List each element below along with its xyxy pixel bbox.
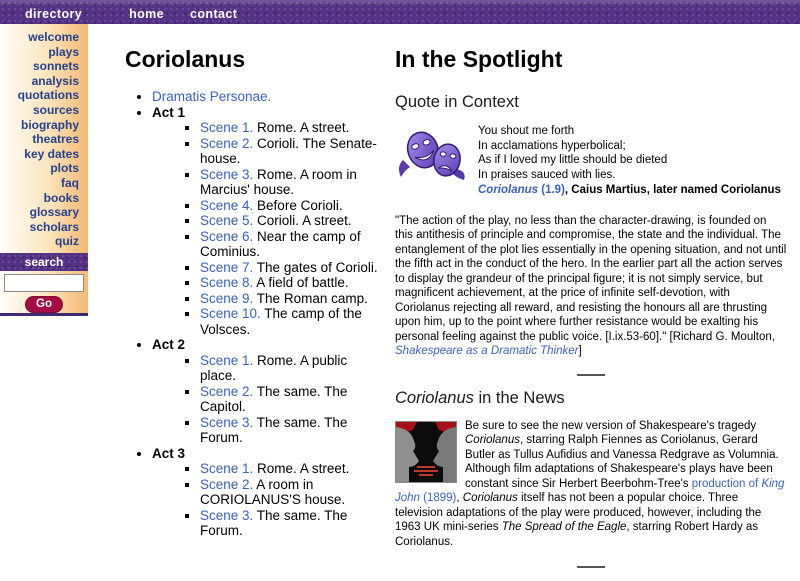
scene-link[interactable]: Scene 2. [200, 135, 254, 151]
scene-item [200, 167, 380, 198]
quote-block [395, 124, 787, 198]
sidebar-item-plays[interactable]: plays [48, 44, 79, 59]
act-label: Act 2 [152, 337, 186, 352]
text-segment: , starring Robert Hardy as Coriolanus. [395, 521, 759, 548]
scene-list [152, 120, 380, 337]
scene-link[interactable]: Scene 3. [200, 507, 254, 523]
sidebar-item-analysis[interactable]: analysis [31, 73, 79, 88]
scene-item [200, 120, 380, 136]
quote-line: In acclamations hyperbolical; [478, 139, 626, 152]
scene-desc: Corioli. A street. [253, 213, 352, 228]
scene-desc: A room in CORIOLANUS'S house. [200, 476, 346, 507]
scene-item [200, 136, 380, 167]
scene-desc: A field of battle. [253, 275, 349, 290]
scene-list [152, 461, 380, 539]
scene-item [200, 353, 380, 384]
act-item [152, 337, 380, 446]
sidebar-item-glossary[interactable]: glossary [29, 205, 79, 220]
scene-item [200, 260, 380, 276]
play-title: Coriolanus [125, 46, 246, 72]
act-item [152, 446, 380, 539]
dramatis-personae-link[interactable]: Dramatis Personae. [152, 89, 272, 104]
scene-item [200, 213, 380, 229]
scene-desc: Near the camp of Cominius. [200, 228, 361, 259]
scene-link[interactable]: Scene 10. [200, 306, 261, 321]
scene-link[interactable]: Scene 3. [200, 166, 254, 182]
text-segment: ] [578, 345, 582, 357]
coriolanus-play-link[interactable]: Coriolanus [478, 184, 539, 196]
sidebar-item-key-dates[interactable]: key dates [24, 146, 79, 161]
coriolanus-movie-poster-image [395, 421, 457, 483]
king-john-production-link[interactable]: production of [691, 477, 762, 490]
search-input[interactable] [4, 274, 84, 292]
toc-item [152, 89, 380, 105]
sidebar-item-sonnets[interactable]: sonnets [32, 59, 79, 74]
scene-desc: The same. The Capitol. [200, 383, 348, 414]
scene-desc: The gates of Corioli. [253, 259, 378, 275]
scene-item [200, 198, 380, 214]
scene-item [200, 384, 380, 415]
scene-link[interactable]: Scene 5. [200, 213, 254, 228]
text-segment: Coriolanus [395, 388, 474, 407]
text-segment: itself has not been a popular choice. Three television adaptations of the play were produced, however, including the 1963 UK mini-series [395, 492, 762, 533]
scene-item [200, 415, 380, 446]
toc-list [125, 89, 380, 539]
scene-desc: Corioli. The Senate-house. [200, 135, 377, 166]
quote-attribution [395, 183, 787, 198]
scene-link[interactable]: Scene 7. [200, 259, 254, 275]
sidebar-item-books[interactable]: books [43, 190, 79, 205]
search-go-button[interactable]: Go [25, 296, 63, 313]
scene-desc: Rome. A room in Marcius' house. [200, 166, 357, 197]
scene-desc: The same. The Forum. [200, 414, 348, 445]
sidebar-item-quotations[interactable]: quotations [17, 88, 79, 103]
search-banner [0, 253, 88, 271]
scene-desc: Rome. A street. [253, 120, 350, 135]
scene-item [200, 461, 380, 477]
sidebar-item-plots[interactable]: plots [50, 161, 79, 176]
text-segment: Be sure to see the new version of Shakespeare's tragedy [465, 419, 757, 432]
theatre-masks-icon [395, 124, 472, 184]
scene-item [200, 477, 380, 508]
king-john-production-link[interactable]: King John [395, 477, 785, 504]
moulton-book-link[interactable]: Shakespeare as a Dramatic Thinker [395, 345, 579, 357]
quote-line: In praises sauced with lies. [478, 168, 616, 181]
scene-link[interactable]: Scene 2. [200, 383, 254, 399]
sidebar-item-welcome[interactable]: welcome [28, 30, 79, 44]
scene-link[interactable]: Scene 1. [200, 461, 254, 476]
sidebar-item-scholars[interactable]: scholars [29, 219, 79, 234]
scene-desc: Rome. A public place. [200, 352, 348, 383]
sidebar-item-faq[interactable]: faq [61, 175, 79, 190]
sidebar-item-sources[interactable]: sources [32, 102, 79, 117]
scene-item [200, 229, 380, 260]
scene-link[interactable]: Scene 1. [200, 120, 254, 135]
section-divider [577, 374, 605, 376]
text-segment: , Caius Martius, later named Coriolanus [564, 184, 781, 196]
news-heading [395, 389, 787, 408]
sidebar-links [0, 30, 88, 249]
scene-link[interactable]: Scene 2. [200, 476, 254, 492]
act-label: Act 3 [152, 445, 186, 461]
text-segment: in the News [473, 388, 565, 407]
scene-link[interactable]: Scene 9. [200, 290, 254, 306]
scene-link[interactable]: Scene 4. [200, 197, 254, 213]
topnav-home[interactable]: home [129, 7, 165, 21]
spotlight-column [395, 40, 787, 581]
act-label: Act 1 [152, 104, 186, 120]
sidebar-item-quiz[interactable]: quiz [55, 234, 79, 249]
scene-desc: The same. The Forum. [200, 507, 348, 538]
scene-link[interactable]: Scene 1. [200, 352, 254, 368]
scene-desc: Before Corioli. [253, 197, 343, 213]
text-segment: Coriolanus [462, 492, 518, 504]
commentary-paragraph [395, 214, 787, 359]
text-segment: , starring Ralph Fiennes as Coriolanus, Gerard Butler as Tullus Aufidius and Vanessa Redgrave as Volumnia. Although film adaptations of Shakespeare's plays have been constant since Sir Herbert Beerbohm-Tree's [465, 434, 779, 490]
text-segment: , [456, 492, 463, 504]
quote-act-scene-link[interactable]: (1.9) [538, 184, 565, 196]
topnav-contact[interactable]: contact [190, 7, 238, 21]
scene-link[interactable]: Scene 3. [200, 414, 254, 430]
quote-line: As if I loved my little should be dieted [478, 154, 668, 166]
scene-item [200, 275, 380, 291]
text-segment: Coriolanus [465, 434, 520, 446]
section-divider [577, 566, 605, 568]
top-nav [0, 0, 800, 24]
text-segment: The Spread of the Eagle [501, 521, 627, 533]
text-segment: "The action of the play, no less than the character-drawing, is founded on this antithesis of principle and compromise, the state and the individual. The entanglement of the plot lies essentially in the opening situation, and not until the fifth act in the conduct of the hero. In the earlier part all the action serves to display the grandeur of the principal figure; it is not simply service, but magnificent achievement, at the price of infinite self-devotion, with Coriolanus rejecting all reward, and resisting the honours all are thrusting upon him, up to the point where further resistance would be exalting his personal feeling against the public voice. [I.ix.53-60]." [Richard G. Moulton, [395, 214, 787, 343]
king-john-production-link[interactable]: (1899) [419, 492, 457, 504]
scene-item [200, 306, 380, 337]
news-block [395, 419, 787, 550]
topnav-directory[interactable]: directory [25, 7, 83, 21]
act-item [152, 105, 380, 338]
sidebar-item-biography[interactable]: biography [20, 117, 79, 132]
scene-desc: The camp of the Volsces. [200, 306, 362, 337]
search-banner-label: search [24, 254, 64, 269]
scene-link[interactable]: Scene 8. [200, 275, 254, 290]
quote-line: You shout me forth [478, 125, 575, 137]
quote-in-context-heading: Quote in Context [395, 93, 519, 111]
scene-desc: The Roman camp. [253, 290, 368, 306]
toc-column [125, 40, 380, 539]
scene-item [200, 291, 380, 307]
sidebar [0, 24, 88, 316]
scene-list [152, 353, 380, 446]
scene-item [200, 508, 380, 539]
scene-link[interactable]: Scene 6. [200, 228, 254, 244]
sidebar-item-theatres[interactable]: theatres [32, 132, 79, 147]
spotlight-title: In the Spotlight [395, 46, 563, 72]
scene-desc: Rome. A street. [253, 461, 350, 476]
